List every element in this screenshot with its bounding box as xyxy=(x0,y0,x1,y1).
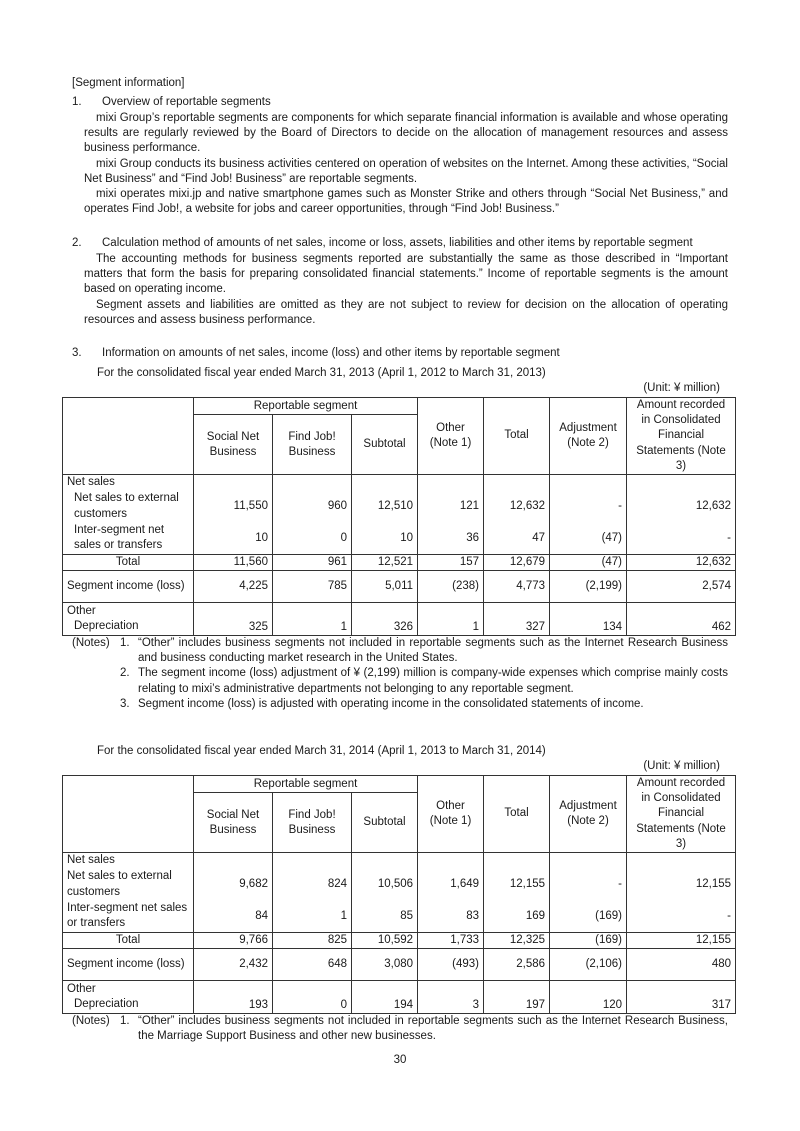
cell-value: 193 xyxy=(194,981,273,1014)
cell-value: 480 xyxy=(627,949,736,981)
cell-value: 785 xyxy=(273,571,352,603)
note-item xyxy=(72,1014,728,1044)
section-2-para-2: Segment assets and liabilities are omitted as they are not subject to review for decision on the allocation of operating resources and assess business performance. xyxy=(84,299,728,327)
header-other: Other (Note 1) xyxy=(418,398,484,475)
cell-value: 0 xyxy=(273,523,352,555)
note-item xyxy=(72,666,728,696)
header-adjustment: Adjustment (Note 2) xyxy=(550,776,627,853)
section-2-number: 2. xyxy=(72,237,82,249)
cell-value: (47) xyxy=(550,555,627,571)
row-label-external-sales: Net sales to external customers xyxy=(63,869,194,901)
header-amount-recorded: Amount recorded in Consolidated Financial Statements (Note 3) xyxy=(627,398,736,475)
note-text: The segment income (loss) adjustment of ¥ (2,199) million is company-wide expenses which comprise mainly costs relating to mixi’s administrative departments not belonging to any reportable segment. xyxy=(138,667,728,695)
cell-value: 5,011 xyxy=(352,571,418,603)
cell-value: 12,155 xyxy=(627,933,736,949)
cell-value: 84 xyxy=(194,901,273,933)
cell-value: 157 xyxy=(418,555,484,571)
row-label-external-sales: Net sales to external customers xyxy=(63,491,194,523)
cell-value: 12,155 xyxy=(627,869,736,901)
depreciation-label: Depreciation xyxy=(74,620,139,633)
note-number: 1. xyxy=(120,1015,130,1027)
table-2-period: For the consolidated fiscal year ended March 31, 2014 (April 1, 2013 to March 31, 2014) xyxy=(97,745,546,757)
cell-value: 11,560 xyxy=(194,555,273,571)
row-label-net-sales: Net sales xyxy=(63,475,194,491)
note-text: “Other” includes business segments not included in reportable segments such as the Internet Research Business, the Marriage Support Business and other new businesses. xyxy=(138,1015,728,1043)
row-label-other-depreciation xyxy=(63,603,194,636)
header-other: Other (Note 1) xyxy=(418,776,484,853)
section-2-title xyxy=(72,236,742,251)
note-number: 2. xyxy=(120,667,130,680)
row-label-other-depreciation xyxy=(63,981,194,1014)
cell-value: 36 xyxy=(418,523,484,555)
row-label-segment-income: Segment income (loss) xyxy=(63,571,194,603)
cell-value: 824 xyxy=(273,869,352,901)
section-1-number: 1. xyxy=(72,96,82,108)
note-item xyxy=(72,697,728,712)
header-total: Total xyxy=(484,776,550,853)
cell-value: 1 xyxy=(273,901,352,933)
cell-value: - xyxy=(550,491,627,523)
header-amount-recorded: Amount recorded in Consolidated Financial Statements (Note 3) xyxy=(627,776,736,853)
cell-value: 12,632 xyxy=(627,555,736,571)
cell-value: 10,592 xyxy=(352,933,418,949)
header-reportable-segment: Reportable segment xyxy=(194,776,418,793)
table-2-unit: (Unit: ¥ million) xyxy=(643,760,720,772)
row-label-total: Total xyxy=(63,555,194,571)
cell-value: 197 xyxy=(484,981,550,1014)
header-blank-cell xyxy=(63,398,194,475)
cell-value: 961 xyxy=(273,555,352,571)
header-total: Total xyxy=(484,398,550,475)
cell-value: 10 xyxy=(194,523,273,555)
row-label-net-sales: Net sales xyxy=(63,853,194,869)
table-1-period: For the consolidated fiscal year ended March 31, 2013 (April 1, 2012 to March 31, 2013) xyxy=(97,367,546,379)
cell-value: - xyxy=(550,869,627,901)
other-label: Other xyxy=(67,605,96,618)
cell-value: 325 xyxy=(194,603,273,636)
cell-value: 83 xyxy=(418,901,484,933)
row-label-inter-segment: Inter-segment net sales or transfers xyxy=(63,901,194,933)
cell-value: 317 xyxy=(627,981,736,1014)
note-item xyxy=(72,636,728,666)
cell-value: (2,106) xyxy=(550,949,627,981)
header-social-net-business: Social Net Business xyxy=(194,415,273,475)
header-find-job-business: Find Job! Business xyxy=(273,415,352,475)
cell-value: 0 xyxy=(273,981,352,1014)
cell-value: 11,550 xyxy=(194,491,273,523)
cell-value: 1 xyxy=(273,603,352,636)
cell-value: 12,632 xyxy=(484,491,550,523)
cell-value: 1,649 xyxy=(418,869,484,901)
segment-table-fy2014 xyxy=(62,775,736,1014)
section-2-para-1: The accounting methods for business segments reported are substantially the same as those described in “Important matters that form the basis for preparing consolidated financial statements.” Income of reportable segments is the amount based on operating income. xyxy=(84,253,728,296)
header-adjustment: Adjustment (Note 2) xyxy=(550,398,627,475)
cell-value: 12,510 xyxy=(352,491,418,523)
header-social-net-business: Social Net Business xyxy=(194,793,273,853)
cell-value: 825 xyxy=(273,933,352,949)
row-label-segment-income: Segment income (loss) xyxy=(63,949,194,981)
section-3-title xyxy=(72,346,732,361)
cell-value: 4,225 xyxy=(194,571,273,603)
cell-value: 169 xyxy=(484,901,550,933)
section-1-para-3: mixi operates mixi.jp and native smartphone games such as Monster Strike and others through “Social Net Business,” and operates Find Job!, a website for jobs and career opportunities, through “Find Job! Business.” xyxy=(84,188,728,216)
notes-label: (Notes) xyxy=(72,637,110,649)
table-1-unit: (Unit: ¥ million) xyxy=(643,382,720,394)
cell-value: 462 xyxy=(627,603,736,636)
cell-value: 2,574 xyxy=(627,571,736,603)
cell-value: (238) xyxy=(418,571,484,603)
note-text: Segment income (loss) is adjusted with operating income in the consolidated statements of income. xyxy=(138,697,644,710)
cell-value: (169) xyxy=(550,933,627,949)
cell-value: 9,682 xyxy=(194,869,273,901)
page-number: 30 xyxy=(393,1054,407,1066)
section-1-para-2: mixi Group conducts its business activities centered on operation of websites on the Internet. Among these activities, “Social Net Business” and “Find Job! Business” are reportable segments. xyxy=(84,158,728,186)
cell-value: 120 xyxy=(550,981,627,1014)
cell-value: (2,199) xyxy=(550,571,627,603)
cell-value: 12,521 xyxy=(352,555,418,571)
cell-value: 12,325 xyxy=(484,933,550,949)
section-2-title-text: Calculation method of amounts of net sales, income or loss, assets, liabilities and other items by reportable segment xyxy=(102,237,693,249)
cell-value: 47 xyxy=(484,523,550,555)
cell-value: 134 xyxy=(550,603,627,636)
header-reportable-segment: Reportable segment xyxy=(194,398,418,415)
section-1-title xyxy=(72,95,732,110)
cell-value: (493) xyxy=(418,949,484,981)
cell-value: 2,432 xyxy=(194,949,273,981)
cell-value: - xyxy=(627,523,736,555)
section-3-number: 3. xyxy=(72,347,82,359)
cell-value: 194 xyxy=(352,981,418,1014)
cell-value: 9,766 xyxy=(194,933,273,949)
segment-table-fy2013 xyxy=(62,397,736,636)
header-find-job-business: Find Job! Business xyxy=(273,793,352,853)
cell-value: (47) xyxy=(550,523,627,555)
cell-value: 12,632 xyxy=(627,491,736,523)
segment-information-heading: [Segment information] xyxy=(72,77,185,89)
cell-value: - xyxy=(627,901,736,933)
cell-value: 121 xyxy=(418,491,484,523)
cell-value: 10 xyxy=(352,523,418,555)
table-1-notes xyxy=(72,636,728,712)
table-2-notes xyxy=(72,1014,728,1044)
row-label-total: Total xyxy=(63,933,194,949)
cell-value: 3,080 xyxy=(352,949,418,981)
row-label-inter-segment: Inter-segment net sales or transfers xyxy=(63,523,194,555)
cell-value: 85 xyxy=(352,901,418,933)
cell-value: 3 xyxy=(418,981,484,1014)
header-subtotal: Subtotal xyxy=(352,415,418,475)
cell-value: (169) xyxy=(550,901,627,933)
section-1-para-1: mixi Group’s reportable segments are components for which separate financial information is available and whose operating results are regularly reviewed by the Board of Directors to decide on the allocation of management resources and assess business performance. xyxy=(84,112,728,155)
cell-value: 960 xyxy=(273,491,352,523)
notes-label: (Notes) xyxy=(72,1015,110,1027)
cell-value: 4,773 xyxy=(484,571,550,603)
cell-value: 10,506 xyxy=(352,869,418,901)
cell-value: 2,586 xyxy=(484,949,550,981)
section-1-title-text: Overview of reportable segments xyxy=(102,96,271,108)
other-label: Other xyxy=(67,983,96,996)
note-number: 3. xyxy=(120,697,130,710)
cell-value: 326 xyxy=(352,603,418,636)
note-text: “Other” includes business segments not included in reportable segments such as the Internet Research Business and business conducting market research in the United States. xyxy=(138,637,728,665)
note-number: 1. xyxy=(120,637,130,649)
section-3-title-text: Information on amounts of net sales, income (loss) and other items by reportable segment xyxy=(102,347,560,359)
cell-value: 1,733 xyxy=(418,933,484,949)
header-subtotal: Subtotal xyxy=(352,793,418,853)
cell-value: 648 xyxy=(273,949,352,981)
header-blank-cell xyxy=(63,776,194,853)
cell-value: 12,679 xyxy=(484,555,550,571)
cell-value: 12,155 xyxy=(484,869,550,901)
cell-value: 327 xyxy=(484,603,550,636)
depreciation-label: Depreciation xyxy=(74,998,139,1011)
cell-value: 1 xyxy=(418,603,484,636)
